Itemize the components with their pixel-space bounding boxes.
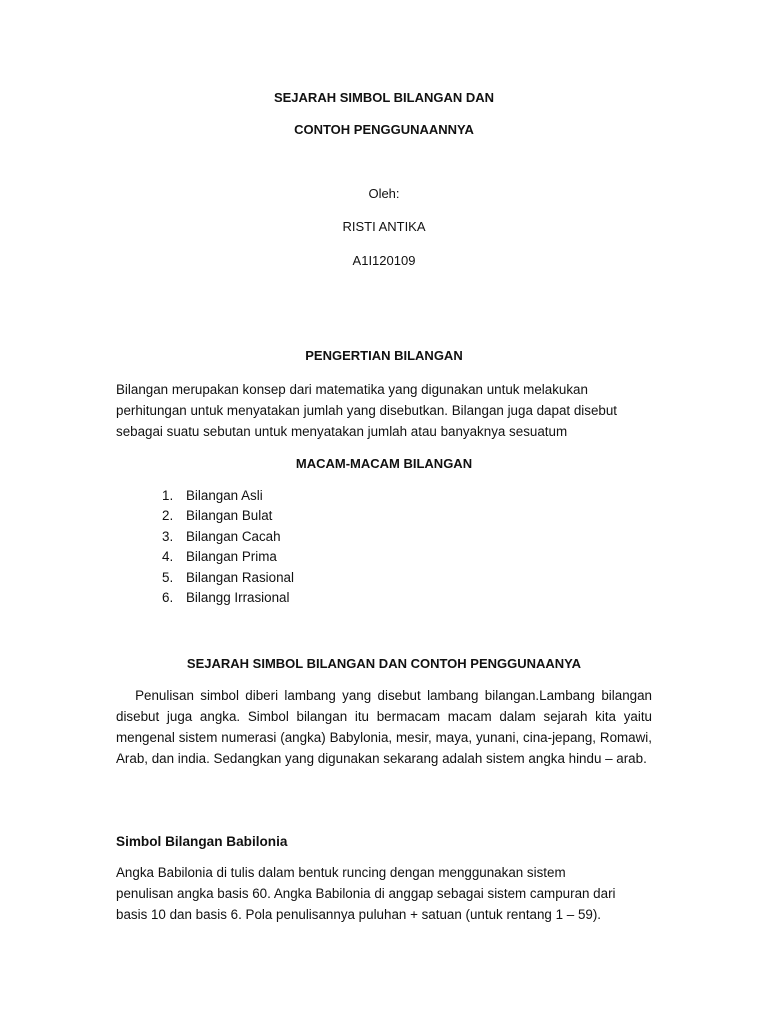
section-heading-babilonia: Simbol Bilangan Babilonia <box>116 834 288 849</box>
paragraph-line: basis 10 dan basis 6. Pola penulisannya puluhan + satuan (untuk rentang 1 – 59). <box>116 907 602 922</box>
list-item <box>162 547 294 567</box>
document-title-line-2: CONTOH PENGGUNAANNYA <box>294 122 474 137</box>
list-item <box>162 588 294 608</box>
paragraph-line: penulisan angka basis 60. Angka Babilonia di anggap sebagai sistem campuran dari <box>116 886 616 901</box>
section-heading-sejarah: SEJARAH SIMBOL BILANGAN DAN CONTOH PENGGUNAANYA <box>186 656 582 671</box>
list-item-number: 2. <box>162 508 174 524</box>
paragraph-line: perhitungan untuk menyatakan jumlah yang disebutkan. Bilangan juga dapat disebut <box>116 403 618 418</box>
author-name: RISTI ANTIKA <box>342 219 426 234</box>
list-item-number: 4. <box>162 549 174 565</box>
paragraph-line: sebagai suatu sebutan untuk menyatakan jumlah atau banyaknya sesuatum <box>116 424 568 439</box>
list-item-number: 3. <box>162 528 174 544</box>
list-item-number: 5. <box>162 569 174 585</box>
author-by-label: Oleh: <box>368 186 400 201</box>
section-paragraph-sejarah: Penulisan simbol diberi lambang yang disebut lambang bilangan.Lambang bilangan disebut juga angka. Simbol bilangan itu bermacam macam dalam sejarah kita yaitu mengenal sistem numerasi (angka) Babylonia, mesir, maya, yunani, cina-jepang, Romawi, Arab, dan india. Sedangkan yang digunakan sekarang adalah sistem angka hindu – arab. <box>116 688 652 766</box>
numbered-list-bilangan <box>162 486 294 608</box>
list-item-label: Bilangan Rasional <box>186 569 294 585</box>
author-id: A1I120109 <box>352 253 416 268</box>
section-heading-pengertian: PENGERTIAN BILANGAN <box>305 348 463 363</box>
section-paragraph-pengertian <box>116 379 652 442</box>
list-item-label: Bilangan Asli <box>186 488 263 503</box>
list-item-label: Bilangan Prima <box>186 549 277 565</box>
document-title-line-1: SEJARAH SIMBOL BILANGAN DAN <box>273 90 495 105</box>
list-item <box>162 568 294 588</box>
paragraph-line: Bilangan merupakan konsep dari matematika yang digunakan untuk melakukan <box>116 382 588 397</box>
list-item <box>162 506 294 526</box>
list-item-label: Bilangan Cacah <box>186 528 281 544</box>
section-paragraph-babilonia <box>116 862 652 925</box>
list-item <box>162 486 294 506</box>
list-item-number: 6. <box>162 589 174 605</box>
paragraph-line: Angka Babilonia di tulis dalam bentuk runcing dengan menggunakan sistem <box>116 865 566 880</box>
list-item-number: 1. <box>162 488 174 503</box>
list-item-label: Bilangg Irrasional <box>186 589 290 605</box>
list-item <box>162 527 294 547</box>
list-item-label: Bilangan Bulat <box>186 508 273 524</box>
section-heading-macam: MACAM-MACAM BILANGAN <box>295 456 473 471</box>
